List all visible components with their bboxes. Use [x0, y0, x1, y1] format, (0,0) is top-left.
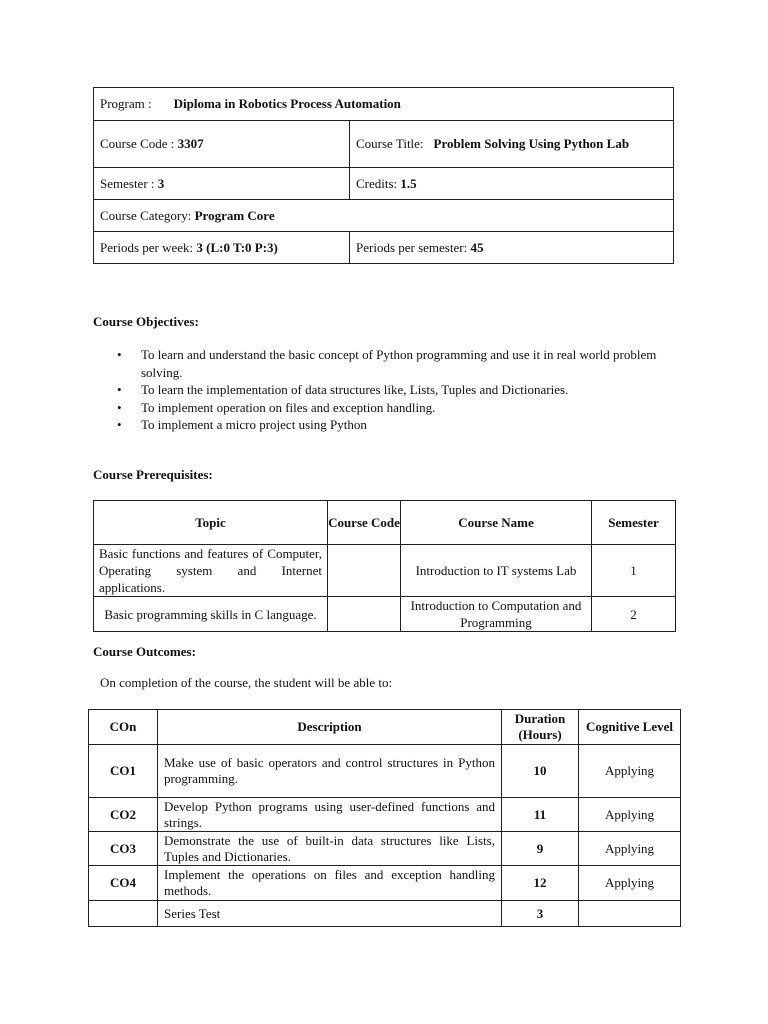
course-code-label: Course Code : [100, 136, 175, 151]
objectives-list [117, 346, 677, 434]
table-row [89, 901, 681, 927]
co-duration: 11 [502, 798, 579, 832]
prereq-topic: Basic functions and features of Computer, Operating system and Internet applications. [94, 545, 328, 597]
periods-semester-value: 45 [470, 239, 484, 255]
header-semester: Semester [592, 501, 676, 545]
header-cognitive-level: Cognitive Level [579, 710, 681, 745]
co-cognitive-level: Applying [579, 832, 681, 866]
co-description: Series Test [158, 901, 502, 927]
co-id: CO3 [89, 832, 158, 866]
course-title-value: Problem Solving Using Python Lab [433, 136, 630, 151]
co-id: CO1 [89, 745, 158, 798]
header-con: COn [89, 710, 158, 745]
objectives-heading: Course Objectives: [93, 314, 199, 329]
header-course-code: Course Code [328, 501, 401, 545]
co-cognitive-level: Applying [579, 745, 681, 798]
table-row [94, 597, 676, 632]
category-label: Course Category: [100, 207, 192, 223]
semester-label: Semester : [100, 175, 155, 191]
header-duration: Duration (Hours) [502, 710, 579, 745]
table-row [89, 798, 681, 832]
table-row [89, 745, 681, 798]
co-description: Develop Python programs using user-defined functions and strings. [158, 798, 502, 832]
table-row [94, 545, 676, 597]
co-duration: 3 [502, 901, 579, 927]
list-item: • To learn and understand the basic concept of Python programming and use it in real world problem solving. [117, 346, 677, 381]
credits-cell [350, 168, 674, 200]
prereq-code [328, 545, 401, 597]
co-id [89, 901, 158, 927]
prereq-topic: Basic programming skills in C language. [94, 597, 328, 632]
program-label: Program : [100, 96, 152, 111]
prerequisites-heading: Course Prerequisites: [93, 467, 213, 482]
course-title-label: Course Title: [356, 136, 424, 151]
list-item: • To learn the implementation of data structures like, Lists, Tuples and Dictionaries. [117, 381, 677, 399]
list-item: • To implement operation on files and exception handling. [117, 399, 677, 417]
course-code-value: 3307 [177, 136, 204, 151]
prereq-code [328, 597, 401, 632]
co-id: CO4 [89, 866, 158, 901]
course-title-cell [350, 121, 674, 168]
semester-cell [94, 168, 350, 200]
header-course-name: Course Name [401, 501, 592, 545]
co-cognitive-level: Applying [579, 866, 681, 901]
course-info-table [93, 87, 674, 264]
table-row [89, 832, 681, 866]
category-cell [94, 200, 674, 232]
periods-week-label: Periods per week: [100, 239, 194, 255]
co-duration: 10 [502, 745, 579, 798]
list-item: • To implement a micro project using Python [117, 416, 677, 434]
program-value: Diploma in Robotics Process Automation [173, 96, 401, 111]
prereq-name: Introduction to Computation and Programming [401, 597, 592, 632]
prereq-name: Introduction to IT systems Lab [401, 545, 592, 597]
prereq-semester: 2 [592, 597, 676, 632]
header-description: Description [158, 710, 502, 745]
co-description: Implement the operations on files and exception handling methods. [158, 866, 502, 901]
periods-week-value: 3 (L:0 T:0 P:3) [196, 239, 278, 255]
table-row [89, 866, 681, 901]
co-description: Demonstrate the use of built-in data structures like Lists, Tuples and Dictionaries. [158, 832, 502, 866]
program-cell [94, 88, 674, 121]
header-topic: Topic [94, 501, 328, 545]
credits-label: Credits: [356, 175, 398, 191]
outcomes-intro: On completion of the course, the student will be able to: [100, 675, 393, 690]
outcomes-heading: Course Outcomes: [93, 644, 196, 659]
co-description: Make use of basic operators and control structures in Python programming. [158, 745, 502, 798]
prereq-semester: 1 [592, 545, 676, 597]
co-duration: 9 [502, 832, 579, 866]
credits-value: 1.5 [400, 175, 417, 191]
periods-week-cell [94, 232, 350, 264]
co-id: CO2 [89, 798, 158, 832]
co-cognitive-level: Applying [579, 798, 681, 832]
category-value: Program Core [194, 207, 275, 223]
outcomes-table [88, 709, 681, 927]
prerequisites-table [93, 500, 676, 632]
co-cognitive-level [579, 901, 681, 927]
periods-semester-label: Periods per semester: [356, 239, 468, 255]
periods-semester-cell [350, 232, 674, 264]
course-code-cell [94, 121, 350, 168]
semester-value: 3 [157, 175, 165, 191]
co-duration: 12 [502, 866, 579, 901]
